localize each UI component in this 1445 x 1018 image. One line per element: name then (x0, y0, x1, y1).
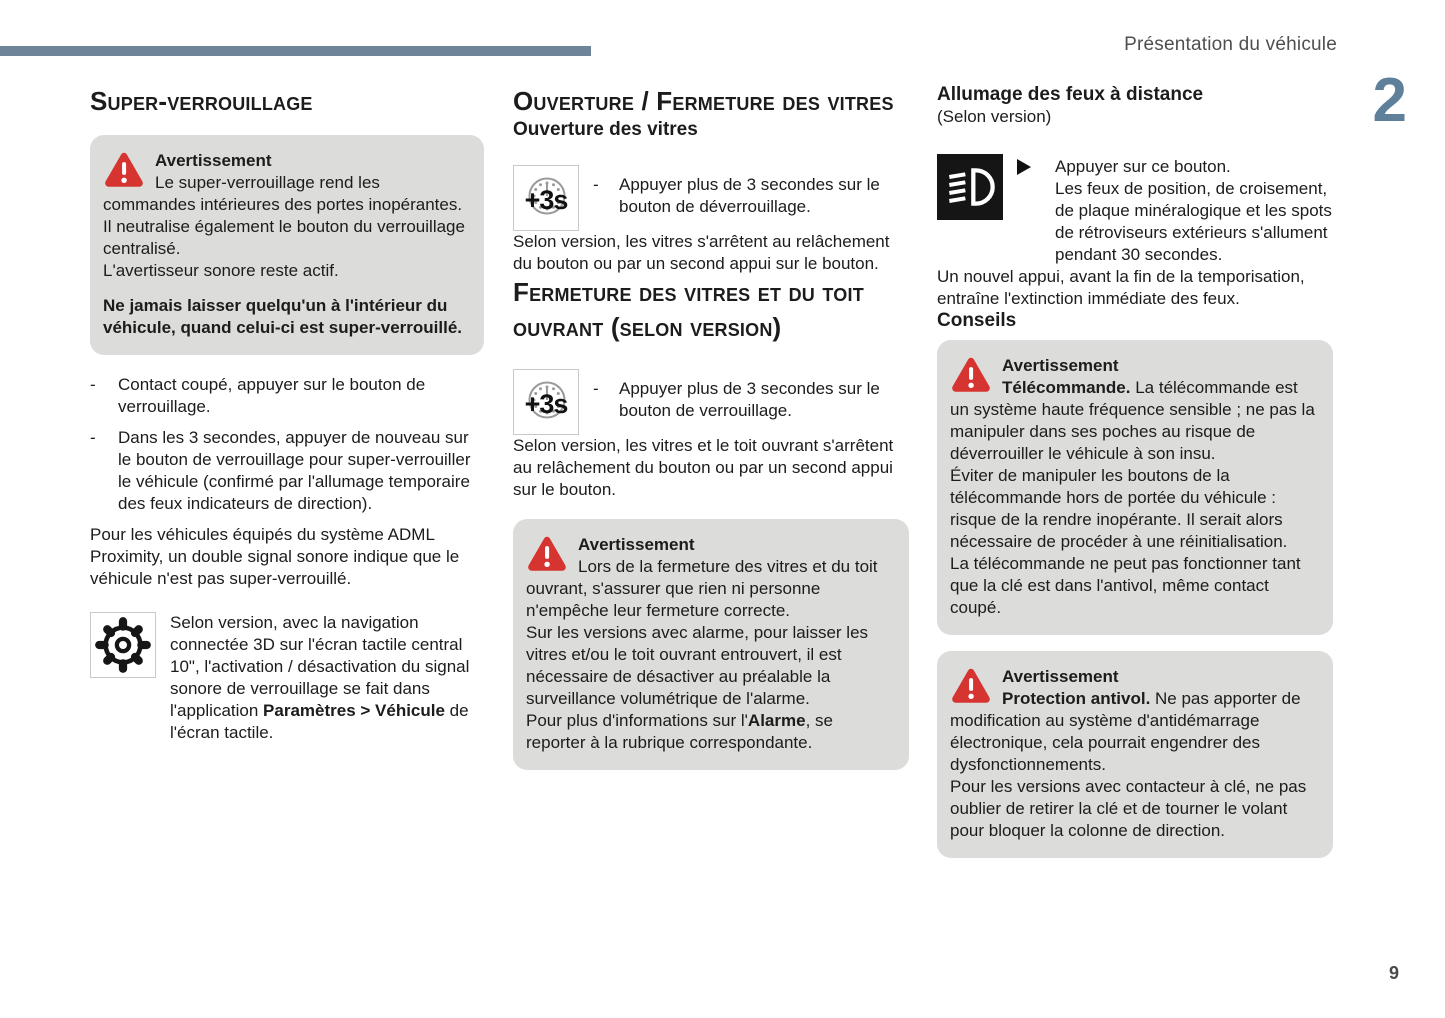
para-close: Selon version, les vitres et le toit ouvrant s'arrêtent au relâchement du bouton ou par un second appui sur le bouton. (513, 436, 894, 500)
step-row-headlight (937, 154, 1333, 266)
warning-body: Protection antivol. Ne pas apporter de modification au système d'antidémarrage électronique, cela pourrait engendrer des dysfonctionnements. Pour les versions avec contacteur à clé, ne pas oublier de retirer la clé et de tourner le volant pour bloquer la colonne de direction. (950, 689, 1307, 840)
list-item (90, 374, 484, 418)
warning-box-super-verrouillage (90, 135, 484, 355)
dash-bullet: - (90, 375, 96, 395)
subsection-ouverture-vitres: Ouverture des vitres (513, 119, 698, 141)
subsection-allumage-feux: Allumage des feux à distance (937, 84, 1204, 105)
section-title-fermeture-toit: Fermeture des vitres et du toit ouvrant (selon version) (513, 277, 864, 343)
step-row-close (513, 369, 909, 435)
gear-icon (90, 612, 156, 678)
warning-box-protection-antivol (937, 651, 1333, 858)
step-close-text-row (593, 369, 909, 422)
column-left (90, 84, 484, 744)
step-close-text: Appuyer plus de 3 secondes sur le bouton de verrouillage. (619, 379, 880, 421)
arrow-bullet-icon (1017, 159, 1045, 175)
warning-body: Télécommande. La télécommande est un système haute fréquence sensible ; ne pas la manipuler dans ses poches au risque de déverrouiller le véhicule à son insu. Éviter de manipuler les boutons de la télécommande hors de portée du véhicule : risque de la rendre inopérante. Il serait alors nécessaire de procéder à une réinitialisation. La télécommande ne peut pas fonctionner tant que la clé est dans l'antivol, même contact coupé. (950, 378, 1315, 617)
warning-box-telecommande (937, 340, 1333, 635)
headlight-icon (937, 154, 1003, 220)
warning-body: Lors de la fermeture des vitres et du toit ouvrant, s'assurer que rien ni personne n'empêche leur fermeture correcte. Sur les versions avec alarme, pour laisser les vitres et/ou le toit ouvrant entrouvert, il est nécessaire de désactiver au préalable la surveillance volumétrique de l'alarme. Pour plus d'informations sur l'Alarme, se reporter à la rubrique correspondante. (526, 557, 878, 753)
list-item-text: Dans les 3 secondes, appuyer de nouveau sur le bouton de verrouillage pour super-verrouiller le véhicule (confirmé par l'allumage temporaire des feux indicateurs de direction). (118, 428, 471, 514)
warning-body: Le super-verrouillage rend les commandes intérieures des portes inopérantes. Il neutralise également le bouton du verrouillage centralisé. L'avertisseur sonore reste actif. (103, 173, 465, 281)
dash-bullet: - (593, 379, 599, 399)
warning-icon (526, 535, 568, 574)
warning-title: Avertissement (155, 151, 272, 171)
para-open: Selon version, les vitres s'arrêtent au relâchement du bouton ou par un second appui sur le bouton. (513, 232, 890, 274)
temporisation-paragraph: Un nouvel appui, avant la fin de la temporisation, entraîne l'extinction immédiate des feux. (937, 267, 1305, 308)
step-open-text: Appuyer plus de 3 secondes sur le bouton de déverrouillage. (619, 175, 880, 217)
timer-3s-label: +3s (524, 389, 568, 420)
warning-title: Avertissement (578, 535, 695, 555)
warning-box-fermeture (513, 519, 909, 770)
section-title-super-verrouillage: Super-verrouillage (90, 86, 313, 116)
warning-title: Avertissement (1002, 356, 1119, 375)
timer-3s-icon (513, 369, 579, 435)
step-headlight-text: Appuyer sur ce bouton. Les feux de position, de croisement, de plaque minéralogique et les spots de rétroviseurs extérieurs s'allument pendant 30 secondes. (1055, 157, 1332, 264)
warning-bold-note: Ne jamais laisser quelqu'un à l'intérieur du véhicule, quand celui-ci est super-verrouillé. (103, 296, 463, 338)
step-headlight-row (1017, 154, 1333, 266)
running-header: Présentation du véhicule (1124, 34, 1337, 55)
section-title-ouverture-fermeture: Ouverture / Fermeture des vitres (513, 86, 894, 116)
step-open-text-row (593, 165, 909, 218)
page-number: 9 (1388, 963, 1399, 983)
adml-paragraph: Pour les véhicules équipés du système ADML Proximity, un double signal sonore indique que le véhicule n'est pas super-verrouillé. (90, 525, 460, 589)
warning-icon (950, 356, 992, 395)
dash-bullet: - (593, 175, 599, 195)
timer-3s-icon (513, 165, 579, 231)
selon-version-note: (Selon version) (937, 107, 1052, 126)
dash-bullet: - (90, 428, 96, 448)
column-right (937, 84, 1333, 858)
warning-icon (103, 151, 145, 190)
step-row-open (513, 165, 909, 231)
chapter-number: 2 (1372, 66, 1407, 135)
warning-icon (950, 667, 992, 706)
settings-note-row (90, 612, 484, 744)
subsection-conseils: Conseils (937, 310, 1017, 331)
chapter-accent-bar (0, 46, 591, 56)
warning-title: Avertissement (1002, 667, 1119, 686)
column-middle (513, 84, 909, 770)
timer-3s-label: +3s (524, 185, 568, 216)
list-item-text: Contact coupé, appuyer sur le bouton de verrouillage. (118, 375, 426, 417)
list-item (90, 427, 484, 515)
procedure-list (90, 374, 484, 515)
settings-note-text: Selon version, avec la navigation connectée 3D sur l'écran tactile central 10", l'activation / désactivation du signal sonore de verrouillage se fait dans l'application Paramètres > Véhicule de l'écran tactile. (170, 613, 470, 743)
